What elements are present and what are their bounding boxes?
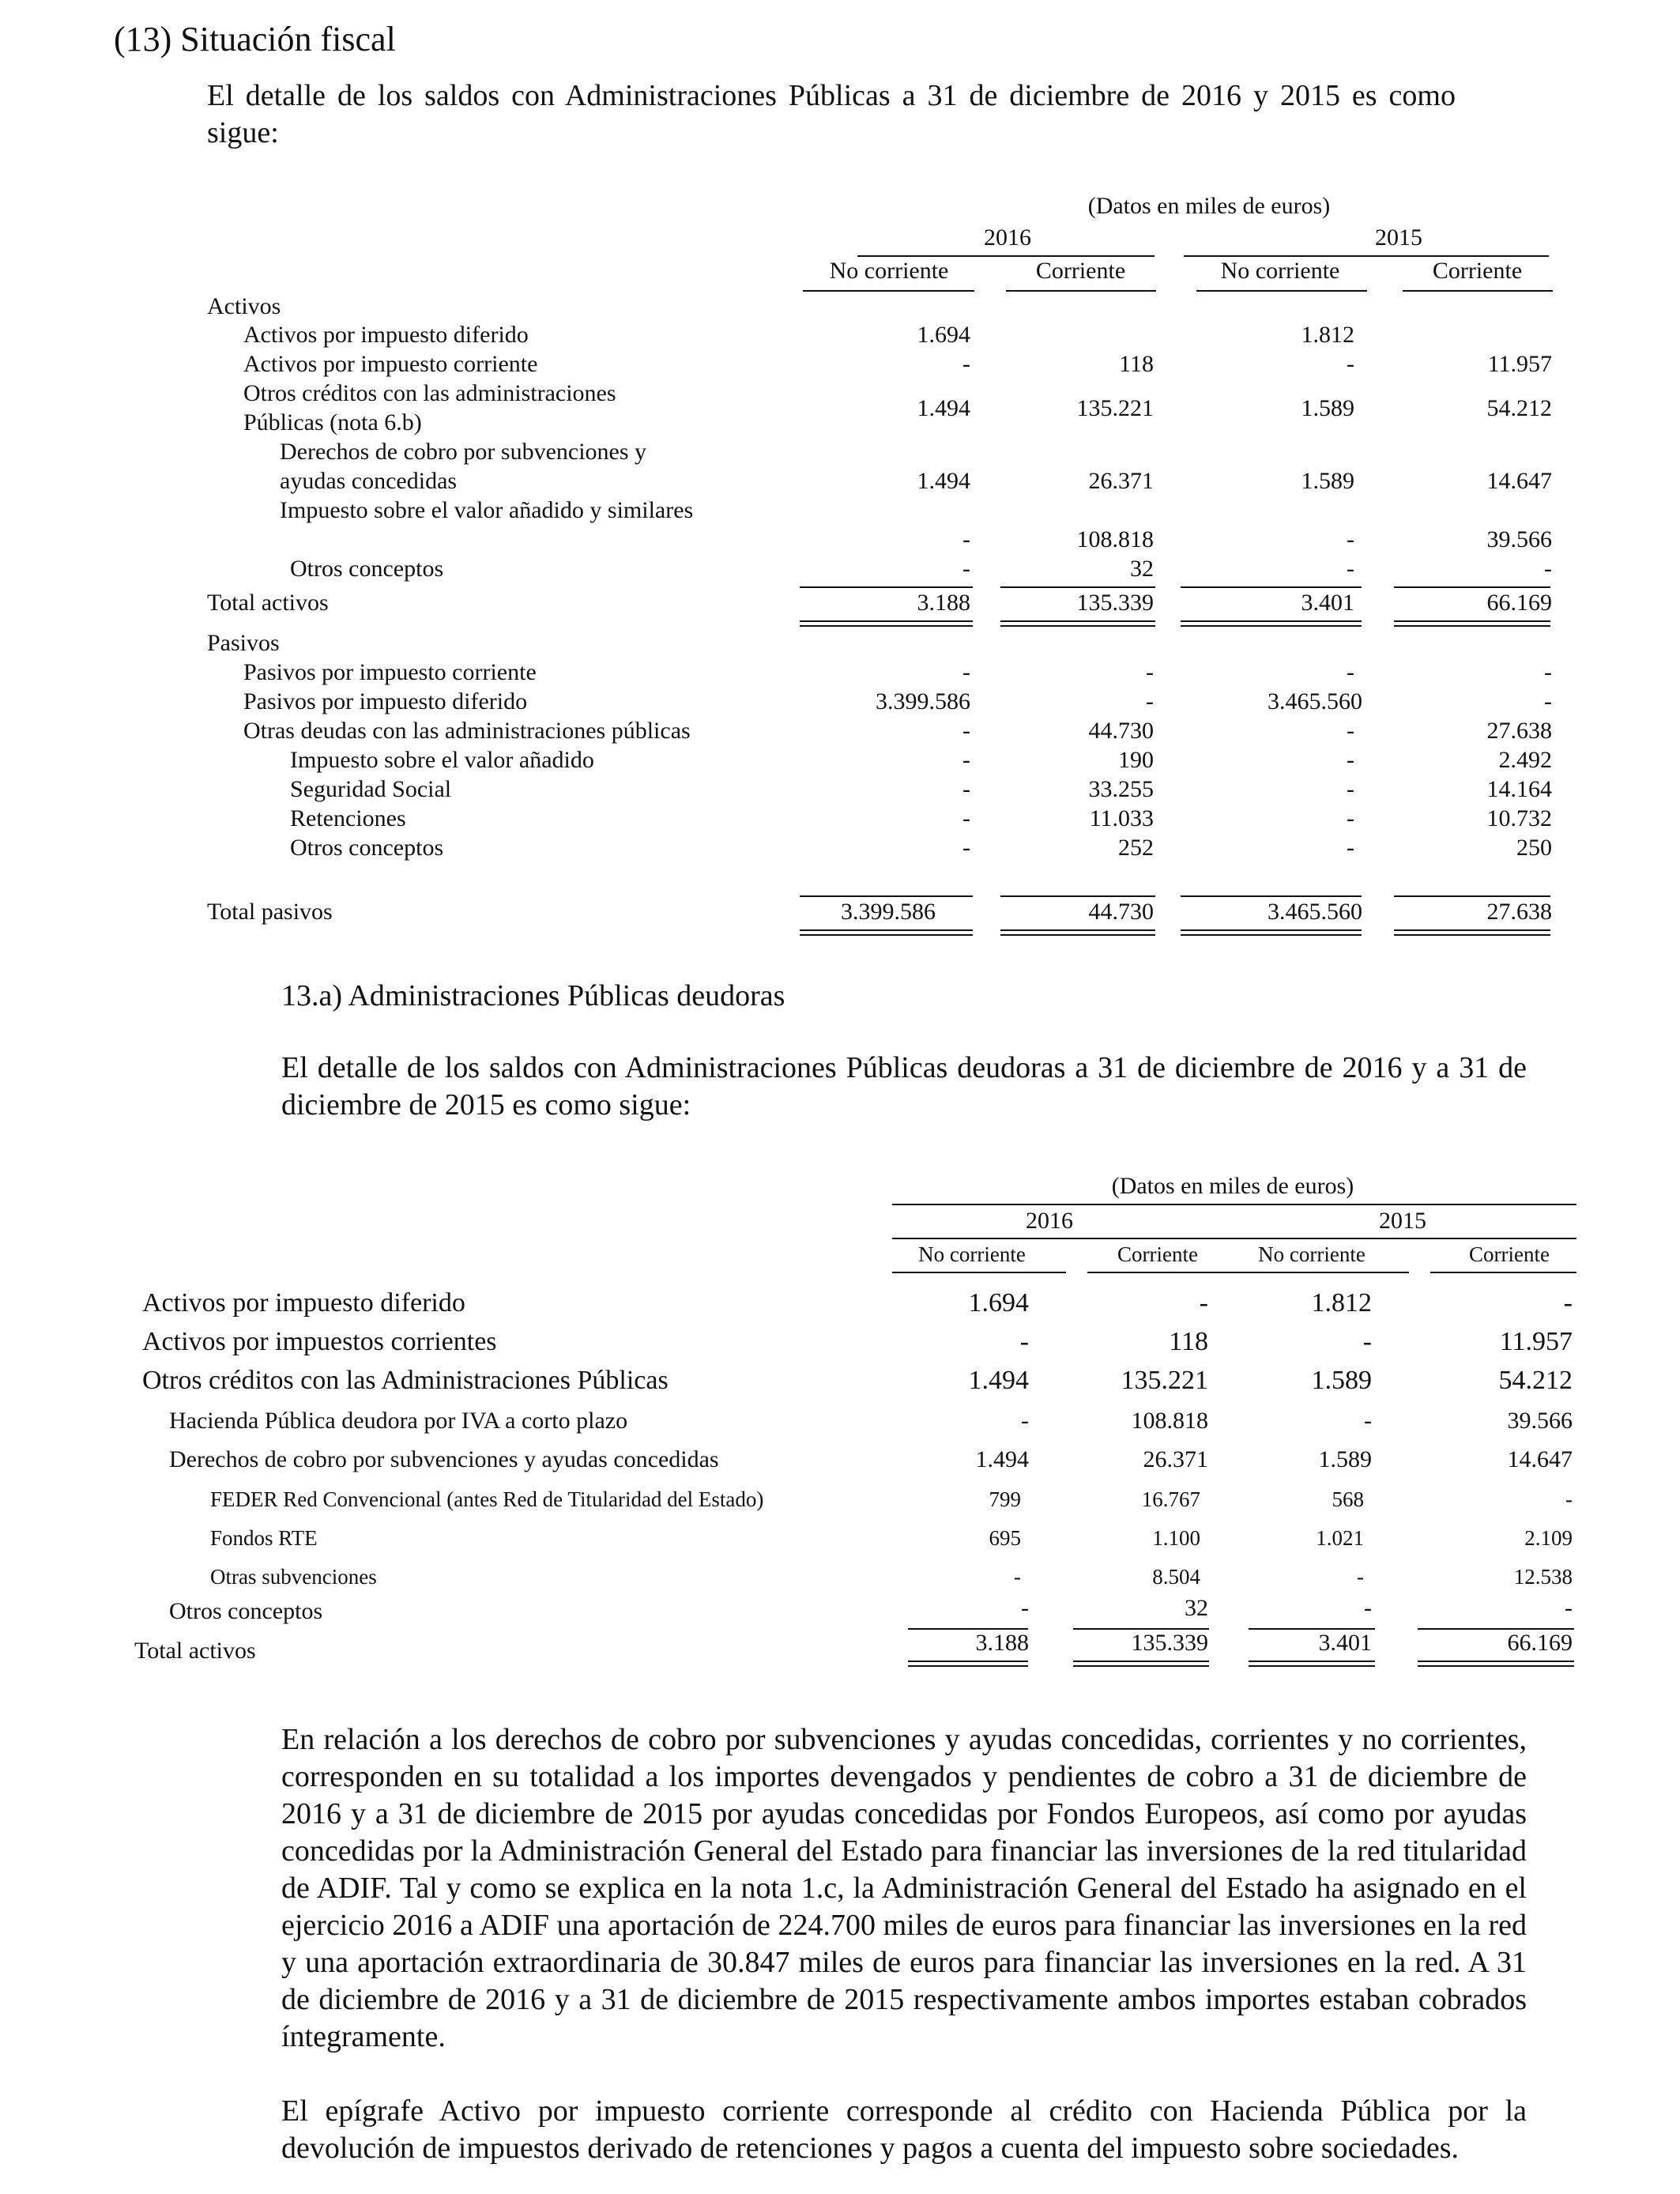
table-cell: - [1563,1288,1573,1318]
table-cell: 1.494 [975,1446,1029,1472]
table-row-label: Fondos RTE [210,1526,318,1550]
table-row-label: Seguridad Social [290,776,452,802]
table-cell: 39.566 [1507,1408,1573,1434]
table1-units: (Datos en miles de euros) [1087,193,1331,219]
table-cell: - [1146,659,1154,685]
table-cell: - [1347,351,1354,377]
table-cell: - [1199,1288,1208,1318]
table-row-label: Impuesto sobre el valor añadido [290,747,594,773]
table-row-label: Otros créditos con las administraciones [243,380,616,406]
table-cell: - [1565,1595,1573,1621]
table-cell: 1.021 [1316,1526,1364,1550]
table-cell: - [1347,835,1354,861]
table1-year-2015: 2015 [1375,224,1422,251]
table-cell: 1.589 [1301,395,1354,421]
table2-units: (Datos en miles de euros) [1111,1173,1354,1199]
table-cell: 8.504 [1152,1565,1200,1589]
table-cell: - [1146,688,1154,714]
table2-col-header: Corriente [1469,1242,1550,1266]
table-cell: 135.339 [1131,1630,1208,1656]
table-cell: - [962,526,970,552]
table2-total-label: Total activos [134,1638,256,1664]
table-row-label: ayudas concedidas [280,468,458,494]
table-cell: - [1544,556,1552,582]
table-cell: 1.694 [917,322,970,348]
table2-col-header: No corriente [1258,1242,1365,1266]
table-cell: 11.957 [1487,351,1552,377]
table-cell: 118 [1169,1327,1208,1356]
table-cell: 135.339 [1076,590,1154,616]
table-row-label: Otras deudas con las administraciones públicas [243,718,691,744]
table-cell: - [1347,747,1354,773]
table-row-label: Activos por impuesto corriente [243,351,538,377]
table-cell: 3.399.586 [841,899,936,925]
table-cell: 252 [1118,835,1154,861]
table-cell: 39.566 [1486,526,1552,552]
table-cell: 3.188 [975,1630,1029,1656]
table-row-label: Otros créditos con las Administraciones Públicas [142,1366,669,1395]
table-row-label: Activos por impuesto diferido [142,1288,465,1318]
table1-year-2016: 2016 [984,224,1031,251]
table-cell: 10.732 [1486,805,1552,831]
table-cell: 250 [1516,835,1552,861]
table-cell: - [962,659,970,685]
table-cell: 190 [1118,747,1154,773]
table-cell: 32 [1130,556,1154,582]
table-cell: 695 [989,1526,1021,1550]
table-row-label: Activos por impuestos corrientes [142,1327,497,1356]
intro2-paragraph: El detalle de los saldos con Administraciones Públicas deudoras a 31 de diciembre de 2016 y a 31 de diciembre de 2015 es como sigue: [281,1051,1527,1122]
table1-col-header: Corriente [1035,258,1126,284]
table-cell: 3.399.586 [876,688,970,714]
table-cell: 14.164 [1486,776,1552,802]
table1-col-header: Corriente [1432,258,1523,284]
table-row-label: Impuesto sobre el valor añadido y similares [280,497,694,523]
table-row-label: Otros conceptos [290,556,444,582]
table-cell: 54.212 [1498,1366,1573,1395]
table-cell: - [962,835,970,861]
table-cell: 44.730 [1088,899,1154,925]
table1-col-header: No corriente [829,258,949,284]
table-cell: 44.730 [1088,718,1154,744]
table-cell: - [1347,776,1354,802]
table-cell: 66.169 [1486,590,1552,616]
table-cell: 14.647 [1486,468,1552,494]
table-cell: - [962,776,970,802]
table-row-label: Hacienda Pública deudora por IVA a corto plazo [169,1408,628,1434]
table-row-label: Derechos de cobro por subvenciones y ayudas concedidas [169,1446,719,1472]
table-cell: - [962,718,970,744]
table-row-label: Pasivos por impuesto diferido [243,688,528,714]
table-cell: - [1364,1595,1372,1621]
paragraph-impuesto-corriente: El epígrafe Activo por impuesto corriente corresponde al crédito con Hacienda Pública por la devolución de impuestos derivado de retenciones y pagos a cuenta del impuesto sobre sociedades. [281,2094,1527,2165]
table-cell: - [1019,1327,1029,1356]
table-cell: - [1357,1565,1364,1589]
table-cell: 108.818 [1131,1408,1208,1434]
table-cell: 26.371 [1088,468,1154,494]
table-row-label: FEDER Red Convencional (antes Red de Titularidad del Estado) [210,1487,764,1511]
table-cell: - [962,351,970,377]
table-cell: - [962,747,970,773]
table-cell: 3.465.560 [1268,899,1362,925]
table-cell: 3.401 [1301,590,1354,616]
table-cell: - [1544,688,1552,714]
table-cell: 1.100 [1152,1526,1200,1550]
table-row-label: Activos por impuesto diferido [243,322,529,348]
table-row-label: Otras subvenciones [210,1565,377,1589]
table-cell: 135.221 [1121,1366,1208,1395]
table2-year-2016: 2016 [1026,1208,1073,1234]
table-cell: 568 [1332,1487,1364,1511]
table-cell: 66.169 [1507,1630,1573,1656]
table-cell: - [1014,1565,1021,1589]
table-cell: - [1347,526,1354,552]
table1-section-pasivos: Pasivos [207,630,280,656]
table-cell: 135.221 [1076,395,1154,421]
table-cell: 118 [1119,351,1154,377]
table2-col-header: No corriente [918,1242,1026,1266]
paragraph-subvenciones: En relación a los derechos de cobro por subvenciones y ayudas concedidas, corrientes y no corrientes, corresponden en su totalidad a los importes devengados y pendientes de cobro a 31 de diciembre de 2016 y a 31 de diciembre de 2015 por ayudas concedidas por Fondos Europeos, así como por ayudas concedidas por la Administración General del Estado para financiar las inversiones de la red titularidad de ADIF. Tal y como se explica en la nota 1.c, la Administración General del Estado ha asignado en el ejercicio 2016 a ADIF una aportación de 224.700 miles de euros para financiar las inversiones en la red y una aportación extraordinaria de 30.847 miles de euros para financiar las inversiones en la red. A 31 de diciembre de 2016 y a 31 de diciembre de 2015 respectivamente ambos importes estaban cobrados íntegramente. [281,1723,1527,2053]
table1-total-pasivos-label: Total pasivos [207,899,333,925]
table-cell: 3.188 [917,590,970,616]
intro-paragraph: El detalle de los saldos con Administraciones Públicas a 31 de diciembre de 2016 y 2015 es como sigue: [207,79,1456,149]
table-cell: 14.647 [1507,1446,1573,1472]
table-cell: 799 [989,1487,1021,1511]
table-cell: 1.494 [917,395,970,421]
table-cell: - [1021,1595,1029,1621]
table-cell: - [962,556,970,582]
table-cell: 1.494 [917,468,970,494]
table1-total-activos-label: Total activos [207,590,329,616]
table-cell: 27.638 [1486,899,1552,925]
table-cell: 1.494 [968,1366,1029,1395]
table-cell: 1.589 [1311,1366,1372,1395]
table-cell: 108.818 [1076,526,1154,552]
table-cell: 3.401 [1318,1630,1372,1656]
table-cell: 2.109 [1524,1526,1573,1550]
table-cell: 11.957 [1499,1327,1573,1356]
table-cell: 27.638 [1486,718,1552,744]
table-row-label: Otros conceptos [290,835,444,861]
table2-col-header: Corriente [1117,1242,1198,1266]
table-cell: 32 [1185,1595,1208,1621]
table-cell: 1.589 [1301,468,1354,494]
table1-section-activos: Activos [207,293,281,319]
table2-year-2015: 2015 [1379,1208,1426,1234]
table-cell: 3.465.560 [1268,688,1362,714]
section-heading: (13) Situación fiscal [114,20,396,58]
table-row-label: Retenciones [290,805,406,831]
table-cell: 33.255 [1088,776,1154,802]
table-cell: - [1347,659,1354,685]
table-cell: - [1565,1487,1573,1511]
table-cell: 1.812 [1311,1288,1372,1318]
table-cell: 1.694 [968,1288,1029,1318]
table-cell: 11.033 [1089,805,1154,831]
table-row-label: Públicas (nota 6.b) [243,409,422,435]
table-cell: 54.212 [1486,395,1552,421]
table-cell: - [1347,718,1354,744]
table-row-label: Pasivos por impuesto corriente [243,659,537,685]
table-cell: - [1364,1408,1372,1434]
table-cell: 1.589 [1318,1446,1372,1472]
table-cell: - [1362,1327,1372,1356]
table-cell: - [1347,805,1354,831]
table-cell: 2.492 [1498,747,1552,773]
table-cell: 12.538 [1513,1565,1573,1589]
table-row-label: Derechos de cobro por subvenciones y [280,439,647,465]
table-cell: 26.371 [1143,1446,1208,1472]
table-cell: - [962,805,970,831]
table-cell: - [1021,1408,1029,1434]
table-cell: - [1544,659,1552,685]
table1-col-header: No corriente [1220,258,1340,284]
subsection-heading: 13.a) Administraciones Públicas deudoras [281,979,785,1012]
table-cell: 16.767 [1141,1487,1200,1511]
table-cell: - [1347,556,1354,582]
table-row-label: Otros conceptos [169,1598,323,1624]
table-cell: 1.812 [1301,322,1354,348]
